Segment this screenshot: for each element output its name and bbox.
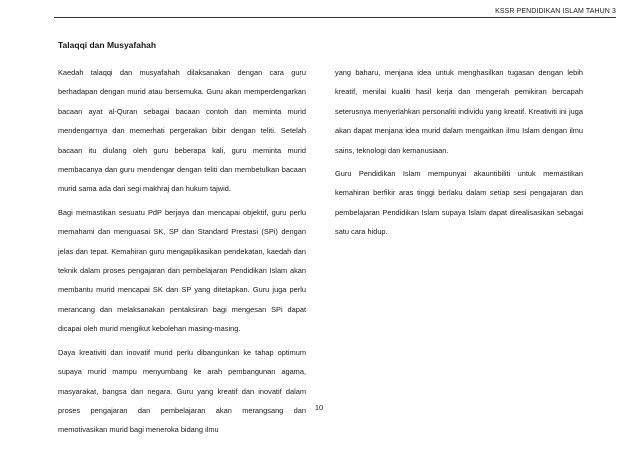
paragraph-continuation: yang baharu, menjana idea untuk menghasilkan tugasan dengan lebih kreatif, menilai kualiti hasil kerja dan mengerah pemikiran bercapah seterusnya menyerlahkan personaliti individu yang kreatif. Kreativiti ini juga akan dapat menjana idea murid dalam mengaitkan ilmu Islam dengan ilmu sains, teknologi dan kemanusiaan. bbox=[335, 68, 583, 155]
running-header: KSSR PENDIDIKAN ISLAM TAHUN 3 bbox=[495, 8, 616, 15]
right-column bbox=[335, 63, 583, 242]
paragraph-pdp: Bagi memastikan sesuatu PdP berjaya dan mencapai objektif, guru perlu memahami dan menguasai SK, SP dan Standard Prestasi (SPi) dengan jelas dan tepat. Kemahiran guru mengaplikasikan pendekatan, kaedah dan teknik dalam proses pengajaran dan pembelajaran Pendidikan Islam akan membantu murid mencapai SK dan SP yang ditetapkan. Guru juga perlu merancang dan melaksanakan pentaksiran bagi mengesan SPi dapat dicapai oleh murid mengikut kebolehan masing-masing. bbox=[58, 207, 306, 334]
section-title: Talaqqi dan Musyafahah bbox=[58, 40, 157, 50]
left-column bbox=[58, 63, 306, 440]
header-divider bbox=[54, 17, 616, 18]
page-number: 10 bbox=[314, 403, 324, 412]
paragraph-talaqqi: Kaedah talaqqi dan musyafahah dilaksanakan dengan cara guru berhadapan dengan murid atau bersemuka. Guru akan memperdengarkan bacaan ayat al-Quran sebagai bacaan contoh dan meminta murid mendengarnya dan memerhati pergerakan bibir dengan teliti. Setelah bacaan itu diulang oleh guru beberapa kali, guru meminta murid membacanya dan guru mendengar dengan teliti dan membetulkan bacaan murid sama ada dari segi makhraj dan hukum tajwid. bbox=[58, 68, 306, 194]
paragraph-kreativiti: Daya kreativiti dan inovatif murid perlu dibangunkan ke tahap optimum supaya murid mampu menyumbang ke arah pembangunan agama, masyarakat, bangsa dan negara. Guru yang kreatif dan inovatif dalam proses pengajaran dan pembelajaran akan merangsang dan memotivasikan murid bagi meneroka bidang ilmu bbox=[58, 347, 306, 435]
paragraph-kbat: Guru Pendidikan Islam mempunyai akauntibiliti untuk memastikan kemahiran berfikir aras tinggi berlaku dalam setiap sesi pengajaran dan pembelajaran Pendidikan Islam supaya Islam dapat direalisasikan sebagai satu cara hidup. bbox=[335, 169, 583, 237]
